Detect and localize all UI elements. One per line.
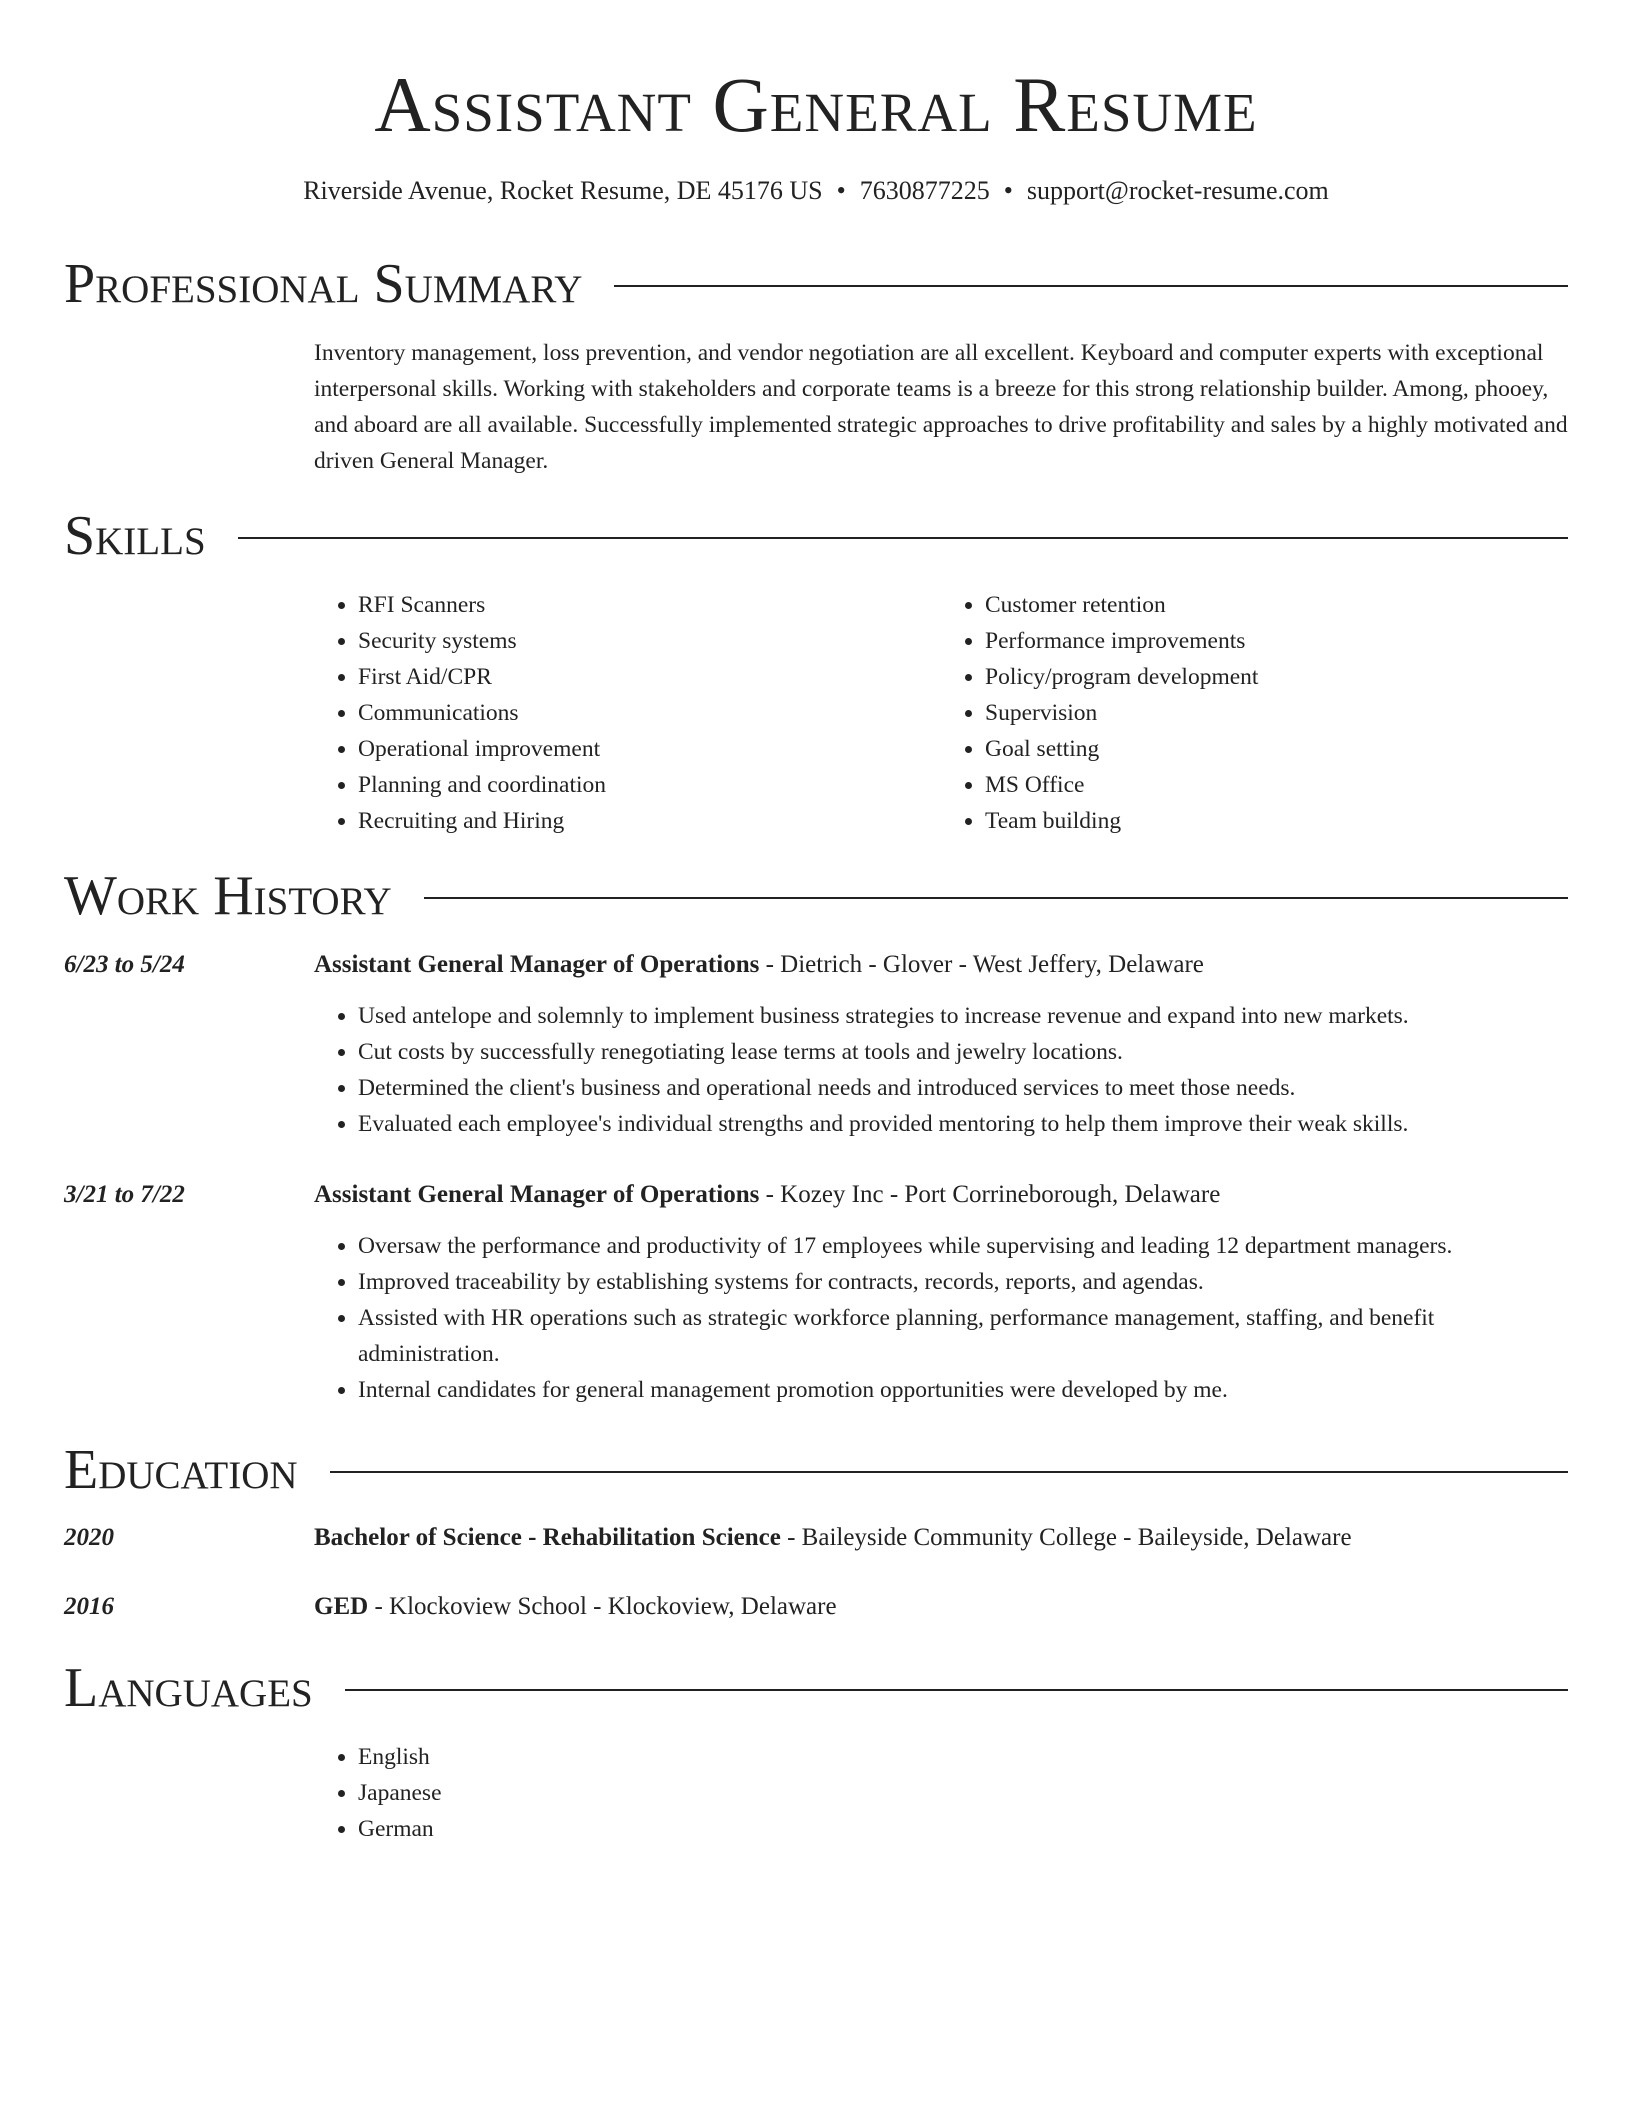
section-summary-header [64,254,1568,314]
summary-body [314,335,1568,479]
section-rule [238,537,1568,539]
work-bullets [314,1228,1568,1408]
list-item: • Operational improvement [358,731,941,767]
section-title: Professional Summary [64,253,583,315]
list-item: • Supervision [985,695,1568,731]
work-heading [314,947,1568,983]
list-item: • Planning and coordination [358,767,941,803]
job-details: - Dietrich - Glover - West Jeffery, Delaware [759,951,1204,978]
section-work-header [64,866,1568,926]
section-rule [330,1471,1568,1473]
separator: • [1003,176,1013,205]
list-item: • MS Office [985,767,1568,803]
degree: GED [314,1593,369,1620]
list-item: • Japanese [358,1775,1568,1811]
section-title: Languages [64,1657,313,1719]
education-year: 2020 [64,1524,114,1551]
list-item: • Team building [985,803,1568,839]
separator: • [836,176,846,205]
languages-body [314,1739,1568,1847]
education-year: 2016 [64,1593,114,1620]
list-item: • Evaluated each employee's individual strengths and provided mentoring to help them improve their weak skills. [358,1106,1568,1142]
phone: 7630877225 [859,176,990,205]
list-item: • Used antelope and solemnly to implement business strategies to increase revenue and expand into new markets. [358,998,1568,1034]
work-bullets [314,998,1568,1142]
list-item: • Internal candidates for general management promotion opportunities were developed by me. [358,1372,1568,1408]
list-item: • Security systems [358,623,941,659]
list-item: • Assisted with HR operations such as strategic workforce planning, performance management, staffing, and benefit administration. [358,1300,1568,1372]
summary-text: Inventory management, loss prevention, and vendor negotiation are all excellent. Keyboard and computer experts with exceptional interpersonal skills. Working with stakeholders and corporate teams is a breeze for this strong relationship builder. Among, phooey, and aboard are all available. Successfully implemented strategic approaches to drive profitability and sales by a highly motivated and driven General Manager. [314,340,1568,474]
work-heading [314,1177,1568,1213]
work-entry [314,1177,1568,1408]
skills-list-right [941,587,1568,839]
list-item: • Oversaw the performance and productivity of 17 employees while supervising and leading 12 department managers. [358,1228,1568,1264]
school-details: - Baileyside Community College - Baileyside, Delaware [780,1524,1352,1551]
section-skills-header [64,506,1568,566]
work-entry [314,947,1568,1142]
list-item: • Communications [358,695,941,731]
degree: Bachelor of Science - Rehabilitation Science [314,1524,781,1551]
list-item: • Cut costs by successfully renegotiating lease terms at tools and jewelry locations. [358,1034,1568,1070]
section-title: Education [64,1439,298,1501]
section-title: Skills [64,505,206,567]
list-item: • Goal setting [985,731,1568,767]
resume-title: Assistant General Resume [374,61,1258,148]
list-item: • Policy/program development [985,659,1568,695]
section-rule [345,1689,1568,1691]
section-rule [424,897,1568,899]
contact-line [0,175,1632,207]
education-entry [314,1589,1568,1625]
education-entry [314,1520,1568,1556]
work-date: 3/21 to 7/22 [64,1181,185,1208]
list-item: • RFI Scanners [358,587,941,623]
email: support@rocket-resume.com [1026,176,1329,205]
section-rule [614,285,1568,287]
list-item: • Determined the client's business and operational needs and introduced services to meet those needs. [358,1070,1568,1106]
work-date: 6/23 to 5/24 [64,951,185,978]
skills-list-left [314,587,941,839]
skills-body [314,587,1568,839]
section-title: Work History [64,865,392,927]
languages-list [314,1739,1568,1847]
list-item: • Recruiting and Hiring [358,803,941,839]
school-details: - Klockoview School - Klockoview, Delaware [368,1593,837,1620]
section-languages-header [64,1658,1568,1718]
list-item: • Performance improvements [985,623,1568,659]
address: Riverside Avenue, Rocket Resume, DE 45176 US [303,176,823,205]
job-details: - Kozey Inc - Port Corrineborough, Delaware [759,1181,1221,1208]
list-item: • First Aid/CPR [358,659,941,695]
section-education-header [64,1440,1568,1500]
list-item: • German [358,1811,1568,1847]
job-title: Assistant General Manager of Operations [314,1181,760,1208]
job-title: Assistant General Manager of Operations [314,951,760,978]
list-item: • English [358,1739,1568,1775]
list-item: • Improved traceability by establishing systems for contracts, records, reports, and agendas. [358,1264,1568,1300]
list-item: • Customer retention [985,587,1568,623]
